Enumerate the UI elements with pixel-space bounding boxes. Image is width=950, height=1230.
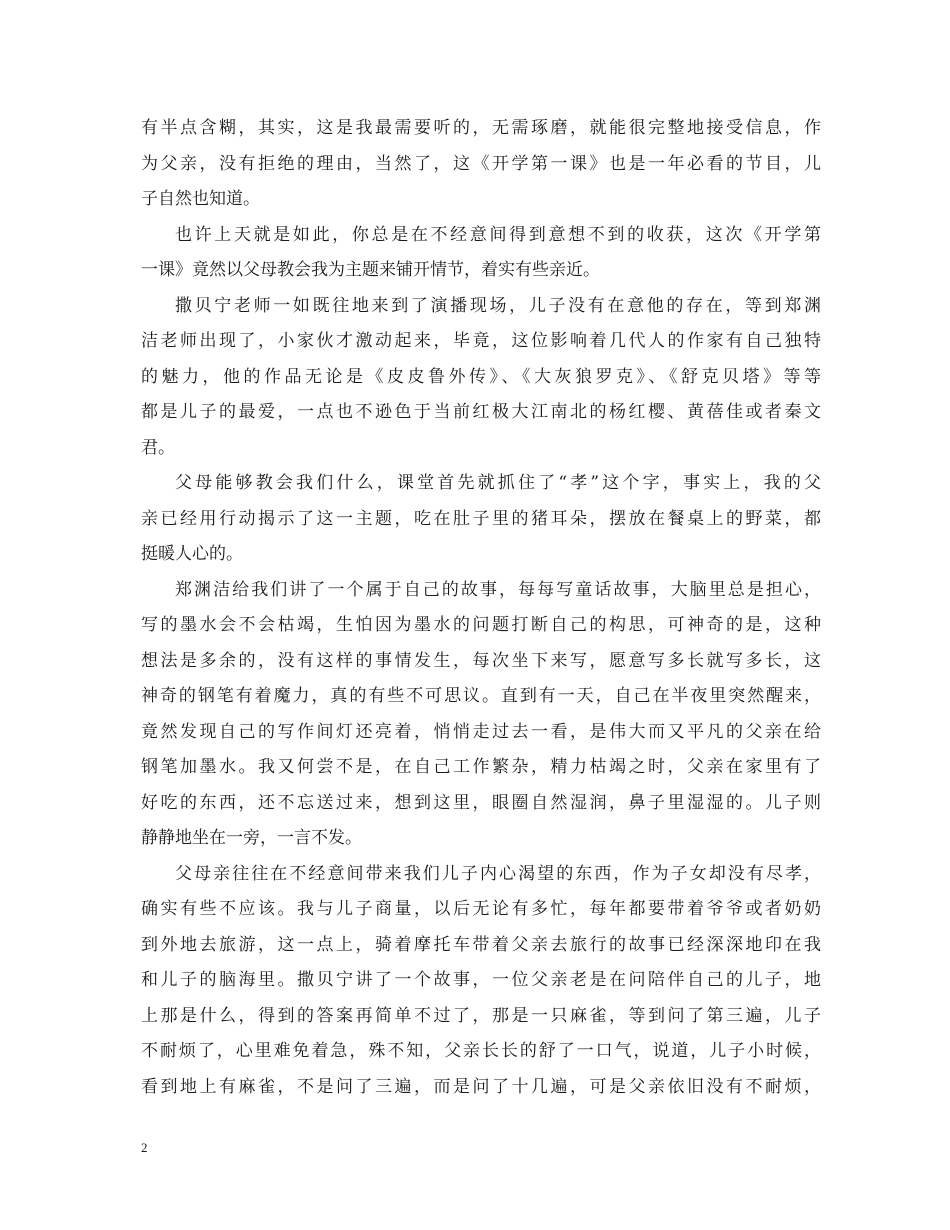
text-line: 子自然也知道。 [141,189,260,209]
text-line: 和儿子的脑海里。撒贝宁讲了一个故事，一位父亲老是在问陪伴自己的儿子，地 [141,970,821,990]
text-line: 郑渊洁给我们讲了一个属于自己的故事，每每写童话故事，大脑里总是担心， [175,579,821,600]
text-line: 钢笔加墨水。我又何尝不是，在自己工作繁杂，精力枯竭之时，父亲在家里有了 [141,757,821,777]
text-line: 亲已经用行动揭示了这一主题，吃在肚子里的猪耳朵，摆放在餐桌上的野菜，都 [141,508,821,529]
text-line: 有半点含糊，其实，这是我最需要听的，无需琢磨，就能很完整地接受信息，作 [141,118,821,138]
text-line: 撒贝宁老师一如既往地来到了演播现场，儿子没有在意他的存在，等到郑渊 [175,295,821,316]
page-number: 2 [141,1140,148,1155]
document-body [141,111,821,1105]
text-line: 挺暖人心的。 [141,544,243,564]
text-line: 看到地上有麻雀，不是问了三遍，而是问了十几遍，可是父亲依旧没有不耐烦， [141,1076,821,1097]
text-line: 父母能够教会我们什么，课堂首先就抓住了“孝”这个字，事实上，我的父 [175,473,821,493]
paragraph-continued-intro [141,111,821,218]
text-line: 父母亲往往在不经意间带来我们儿子内心渴望的东西，作为子女却没有尽孝， [175,863,821,884]
text-line: 想法是多余的，没有这样的事情发生，每次坐下来写，愿意写多长就写多长，这 [141,650,821,671]
text-line: 写的墨水会不会枯竭，生怕因为墨水的问题打断自己的构思，可神奇的是，这种 [141,615,821,635]
text-line: 君。 [141,437,175,458]
text-line: 好吃的东西，还不忘送过来，想到这里，眼圈自然湿润，鼻子里湿湿的。儿子则 [141,792,821,813]
paragraph-teachers [141,289,821,467]
text-line: 为父亲，没有拒绝的理由，当然了，这《开学第一课》也是一年必看的节目，儿 [141,153,821,174]
text-line: 到外地去旅游，这一点上，骑着摩托车带着父亲去旅行的故事已经深深地印在我 [141,934,821,955]
text-line: 的魅力，他的作品无论是《皮皮鲁外传》、《大灰狼罗克》、《舒克贝塔》等等 [141,366,821,387]
paragraph-sparrow-story [141,857,821,1106]
text-line: 神奇的钢笔有着魔力，真的有些不可思议。直到有一天，自己在半夜里突然醒来， [141,686,821,706]
paragraph-ink-story [141,573,821,857]
text-line: 洁老师出现了，小家伙才激动起来，毕竟，这位影响着几代人的作家有自己独特 [141,331,821,351]
text-line: 一课》竟然以父母教会我为主题来铺开情节，着实有些亲近。 [141,260,600,280]
text-line: 也许上天就是如此，你总是在不经意间得到意想不到的收获，这次《开学第 [175,224,821,245]
text-line: 不耐烦了，心里难免着急，殊不知，父亲长长的舒了一口气，说道，儿子小时候， [141,1041,821,1061]
text-line: 都是儿子的最爱，一点也不逊色于当前红极大江南北的杨红樱、黄蓓佳或者秦文 [141,402,821,422]
text-line: 静静地坐在一旁，一言不发。 [141,828,362,848]
paragraph-theme [141,218,821,289]
text-line: 上那是什么，得到的答案再简单不过了，那是一只麻雀，等到问了第三遍，儿子 [141,1005,821,1026]
text-line: 竟然发现自己的写作间灯还亮着，悄悄走过去一看，是伟大而又平凡的父亲在给 [141,721,821,742]
text-line: 确实有些不应该。我与儿子商量，以后无论有多忙，每年都要带着爷爷或者奶奶 [141,899,821,919]
paragraph-filial-piety [141,466,821,573]
